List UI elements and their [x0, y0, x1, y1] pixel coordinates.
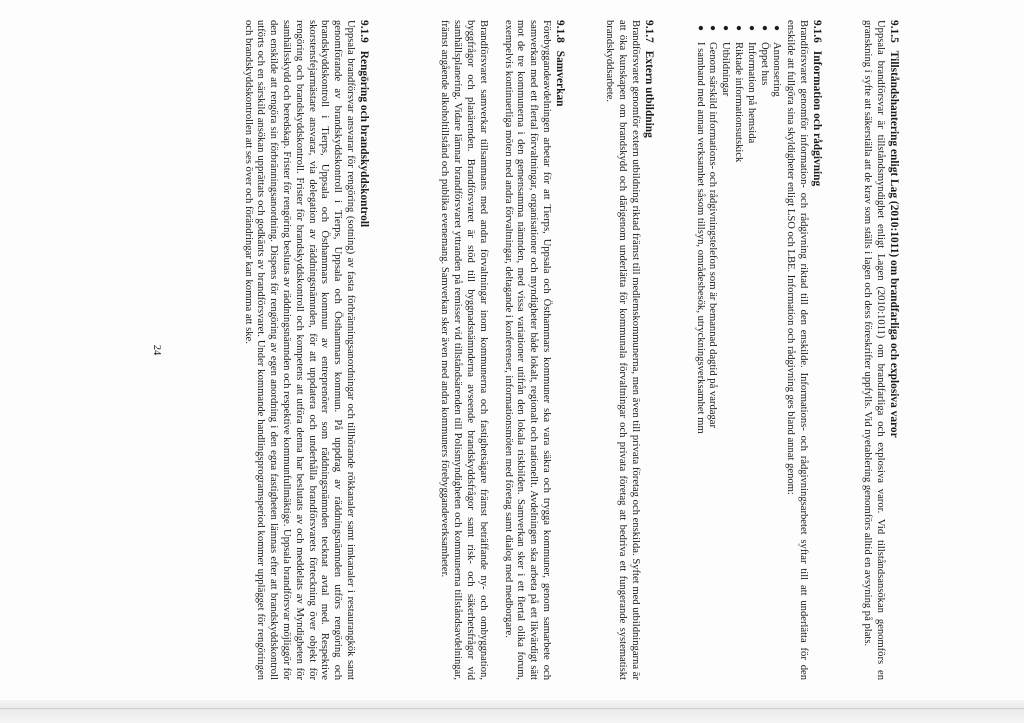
section-title: Tillståndshantering enligt Lag (2010:1011) om brandfarliga och explosiva varor: [888, 50, 900, 438]
list-item: ● Information på hemsida: [745, 25, 757, 144]
section-number: 9.1.7: [643, 20, 655, 43]
list-item: ● Utbildningar: [720, 25, 732, 97]
section-9-1-8: [438, 20, 566, 680]
section-number: 9.1.6: [811, 20, 823, 43]
section-9-1-6: [693, 20, 823, 680]
section-paragraph: Brandförsvaret genomför extern utbildning riktad främst till medlemskommunerna, men även till privata företag och enskilda. Syftet med utbildningarna är att öka kunskapen om brandskydd och därigenom underlätta för kommunala förvaltningar och privata företag att bedriva ett fungerande systematiskt brandskyddsarbete.: [604, 20, 641, 680]
bullet-icon: ●: [758, 25, 770, 32]
list-item: ● Genom särskild informations- och rådgivningstelefon som är bemannad dagtid på vardagar: [707, 25, 719, 428]
section-9-1-7: [603, 20, 655, 680]
list-item: ● Öppet hus: [758, 25, 770, 86]
section-paragraph: Uppsala brandförsvar ansvarar för rengöring (sotning) av fasta förbränningsanordningar och tillhörande rökkanaler samt imkanaler i restaurangkök samt genomförande av brandskyddskontroll i Tierps, Uppsala och Östhammars kommun. På uppdrag av räddningsnämnden utförs rengöring och brandskyddskontroll i Tierps, Uppsala och Östhammars kommun av entreprenörer som räddningsnämnden tecknat avtal med. Respektive skorstensfejarmästare ansvarar, via delegation av räddningsnämnden, för att uppdatera och underhålla brandförsvarets förteckning över objekt för rengöring och brandskyddskontroll. Frister för brandskyddskontroll och kompetens att utföra denna har beslutats av och meddelats av Myndigheten för samhällsskydd och beredskap. Frister för rengöring beslutas av räddningsnämnden och respektive kommunfullmäktige. Uppsala brandförsvar möjliggör för den enskilde att rengöra sin förbränningsanordning. Dispens för rengöring av egen anordning i den egna fastigheten lämnas efter att brandskyddskontroll utförts och en särskild ansökan upprättats och godkänts av brandförsvaret. Under kommande handlingsprogramsperiod kommer upplägget för rengöringen och brandskyddskontrollen att ses över och förändringar kan komma att ske.: [242, 20, 356, 680]
scanner-bed-line: [0, 708, 1024, 709]
section-title: Rengöring och brandskyddskontroll: [358, 50, 370, 228]
section-heading: [357, 20, 370, 680]
rotated-document-page: [140, 20, 900, 680]
bullet-icon: ●: [771, 25, 783, 32]
bullet-icon: ●: [745, 25, 757, 32]
scanner-bed-edge: [0, 700, 1024, 723]
list-item: ● Riktade informationsutskick: [733, 25, 745, 163]
section-heading: [887, 20, 900, 680]
section-number: 9.1.9: [358, 20, 370, 43]
section-9-1-5: [860, 20, 900, 680]
section-number: 9.1.5: [888, 20, 900, 43]
bullet-icon: ●: [707, 25, 719, 32]
bullet-icon: ●: [733, 25, 745, 32]
list-item: ● I samband med annan verksamhet såsom tillsyn, områdesbesök, utryckningsverksamhet mm: [694, 25, 706, 434]
section-title: Samverkan: [554, 50, 566, 107]
section-paragraph: Förebyggandeavdelningen arbetar för att Tierps, Uppsala och Östhammars kommuner ska vara säkra och trygga kommuner, genom samarbete och samverkan med ett flertal förvaltningar, organisationer och myndigheter både lokalt, regionalt och nationellt. Avdelningen ska arbeta på ett likvärdigt sätt mot de tre kommunerna i den gemensamma nämnden, med vissa variationer utifrån den lokala riskbilden. Samverkan sker i ett flertal olika forum, exempelvis kontinuerliga möten med andra förvaltningar, deltagande i konferenser, informationsmöten med företag samt dialog med medborgare.: [502, 20, 552, 680]
list-item: ● Annonsering: [771, 25, 783, 97]
bullet-list: [693, 20, 783, 680]
section-title: Extern utbildning: [643, 50, 655, 138]
bullet-icon: ●: [720, 25, 732, 32]
section-paragraph: Brandförsvaret genomför information- och rådgivning riktad till den enskilde. Informations- och rådgivningsarbetet syftar till att underlätta för den enskilde att fullgöra sina skyldigheter enligt LSO och LBE. Information och rådgivning ges bland annat genom:: [785, 20, 809, 680]
section-heading: [553, 20, 566, 680]
section-title: Information och rådgivning: [811, 50, 823, 187]
section-9-1-9: [241, 20, 370, 680]
section-heading: [642, 20, 655, 680]
page-number: 24: [151, 344, 162, 356]
section-heading: [810, 20, 823, 680]
bullet-icon: ●: [694, 25, 706, 32]
section-paragraph: Brandförsvaret samverkar tillsammans med andra förvaltningar inom kommunerna och fastighetsägare främst beträffande ny- och ombyggnation, byggfrågor och planärenden. Brandförsvaret är stöd till byggnadsnämnderna avseende brandskyddsfrågor samt risk- och säkerhetsfrågor vid samhällsplanering. Vidare lämnar brandförsvaret yttranden på remisser vid tillståndsärenden till Polismyndigheten och kommunerna tillståndsavdelningar, främst angående alkoholtillstånd och publika evenemang. Samverkan sker även med andra kommuners förebyggandeverksamheter.: [439, 20, 489, 680]
section-paragraph: Uppsala brandförsvar är tillståndsmyndighet enligt Lagen (2010:1011) om brandfarliga och explosiva varor. Vid tillståndsansökan genomförs en granskning i syfte att säkerställa att de krav som ställs i lagen och dess föreskrifter uppfylls. Vid nyetablering genomförs alltid en avsyning på plats.: [862, 20, 886, 680]
section-number: 9.1.8: [554, 20, 566, 43]
